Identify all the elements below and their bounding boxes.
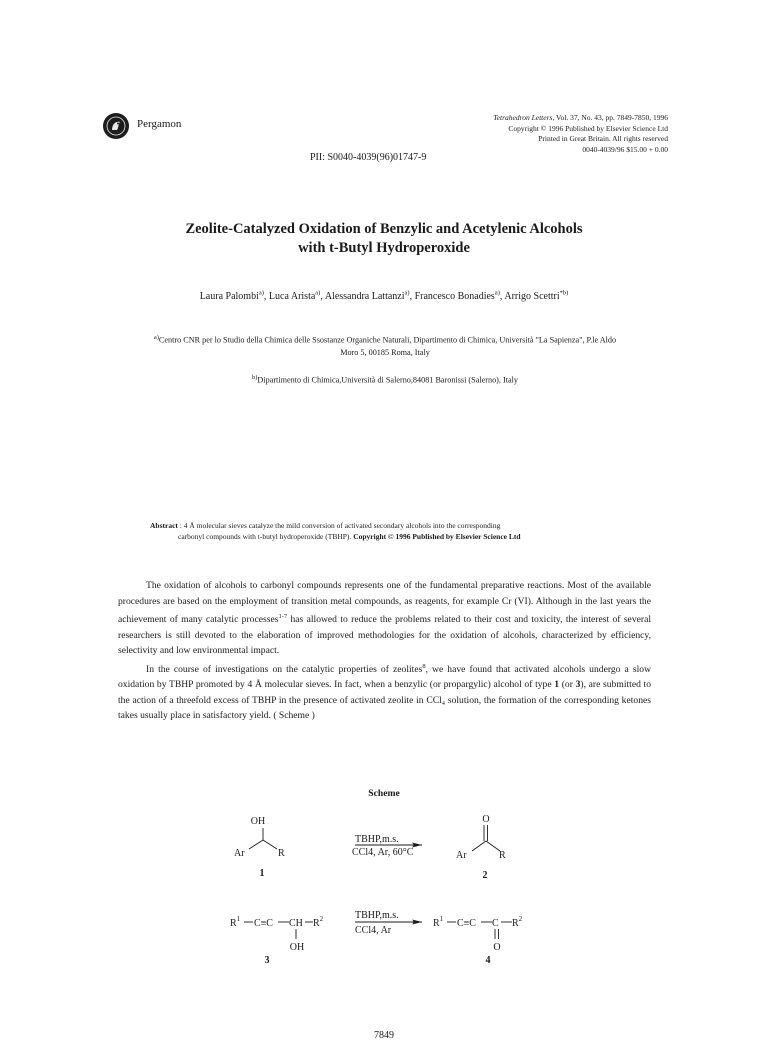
journal-details: , Vol. 37, No. 43, pp. 7849-7850, 1996 bbox=[552, 113, 668, 122]
oh-label: OH bbox=[250, 816, 266, 827]
title-line-2: with t-Butyl Hydroperoxide bbox=[298, 240, 470, 256]
body-text bbox=[118, 578, 651, 724]
r1-label-2: $R^1$ bbox=[433, 915, 444, 929]
pergamon-logo-icon bbox=[103, 113, 129, 139]
author: Luca Arista$^{a)}$, bbox=[268, 290, 325, 303]
scheme-title: Scheme bbox=[368, 788, 400, 799]
price-line: 0040-4039/96 $15.00 + 0.00 bbox=[582, 144, 668, 154]
r-label: R bbox=[499, 850, 506, 861]
r-label: R bbox=[278, 848, 285, 859]
abstract-text-1: : 4 Å molecular sieves catalyze the mild conversion of activated secondary alcohols into the corresponding bbox=[177, 521, 501, 530]
carbonyl-c-label: C bbox=[492, 918, 499, 929]
reagent-1-top: TBHP,m.s. bbox=[355, 834, 399, 845]
journal-title: Tetrahedron Letters bbox=[493, 113, 553, 122]
ar-label: Ar bbox=[234, 848, 245, 859]
affiliation-b: $^{b)}$Dipartimento di Chimica,Università di Salerno,84081 Baronissi (Salerno), Italy bbox=[251, 374, 518, 385]
reagent-2-top: TBHP,m.s. bbox=[355, 910, 399, 921]
ar-label: Ar bbox=[456, 850, 467, 861]
compound-4-label: 4 bbox=[485, 955, 491, 966]
title-line-1: Zeolite-Catalyzed Oxidation of Benzylic and Acetylenic Alcohols bbox=[185, 221, 583, 237]
journal-info bbox=[493, 113, 668, 155]
o-label-2: O bbox=[493, 942, 501, 953]
reaction-scheme bbox=[200, 808, 580, 968]
alkyne-left: C≡C bbox=[254, 918, 273, 929]
paper-title bbox=[0, 220, 768, 258]
alkyne-right: C≡C bbox=[457, 918, 476, 929]
abstract-text-2: carbonyl compounds with t-butyl hydroperoxide (TBHP). bbox=[178, 532, 354, 541]
author: Arrigo Scettri$^{*b)}$ bbox=[504, 290, 569, 303]
r2-label-2: $R^2$ bbox=[512, 915, 523, 929]
page-number: 7849 bbox=[374, 1030, 394, 1041]
author: Alessandra Lattanzi$^{a)}$, bbox=[324, 290, 415, 303]
author-list bbox=[0, 290, 768, 302]
o-label: O bbox=[482, 814, 490, 825]
copyright-line: Copyright © 1996 Published by Elsevier Science Ltd bbox=[508, 123, 668, 133]
r1-label: $R^1$ bbox=[230, 915, 241, 929]
publisher-name: Pergamon bbox=[137, 118, 182, 130]
abstract bbox=[150, 520, 650, 542]
reagent-1-bottom: CCl4, Ar, 60°C bbox=[352, 847, 414, 858]
ch-label: CH bbox=[289, 918, 303, 929]
author: Francesco Bonadies$^{a)}$, bbox=[414, 290, 505, 303]
oh-label-2: OH bbox=[289, 942, 305, 953]
compound-3-label: 3 bbox=[264, 955, 270, 966]
abstract-label: Abstract bbox=[150, 521, 178, 530]
paragraph-1: The oxidation of alcohols to carbonyl compounds represents one of the fundamental preparative reactions. Most of the available procedures are based on the employment of transition metal compounds, as reagents, for example Cr (VI). Although in the last years the achievement of many catalytic processes$^{1-7}$ has allowed to reduce the problems related to their cost and toxicity, the interest of several researchers is still devoted to the elaboration of improved methodologies for the oxidation of alcohols, characterized by efficiency, selectivity and low environmental impact. bbox=[118, 580, 651, 657]
author: Laura Palombi$^{a)}$, bbox=[199, 290, 269, 303]
pii-code: PII: S0040-4039(96)01747-9 bbox=[310, 152, 427, 163]
compound-2-label: 2 bbox=[482, 870, 488, 881]
printed-line: Printed in Great Britain. All rights reserved bbox=[538, 134, 668, 144]
reagent-2-bottom: CCl4, Ar bbox=[355, 925, 392, 936]
compound-1-label: 1 bbox=[259, 868, 265, 879]
r2-label: $R^2$ bbox=[313, 915, 324, 929]
abstract-copyright: Copyright © 1996 Published by Elsevier Science Ltd bbox=[353, 532, 521, 541]
paragraph-2: In the course of investigations on the catalytic properties of zeolites$^8$, we have found that activated alcohols undergo a slow oxidation by TBHP promoted by 4 Å molecular sieves. In fact, when a benzylic (or propargylic) alcohol of type 1 (or 3), are submitted to the action of a threefold excess of TBHP in the presence of activated zeolite in CCl₄ solution, the formation of the corresponding ketones takes usually place in satisfactory yield. ( Scheme ) bbox=[118, 662, 651, 722]
affiliation-a: $^{a)}$Centro CNR per lo Studio della Chimica delle Ssostanze Organiche Naturali, Dipartimento di Chimica, Università "La Sapienza", P.le Aldo Moro 5, 00185 Roma, Italy bbox=[153, 334, 617, 357]
